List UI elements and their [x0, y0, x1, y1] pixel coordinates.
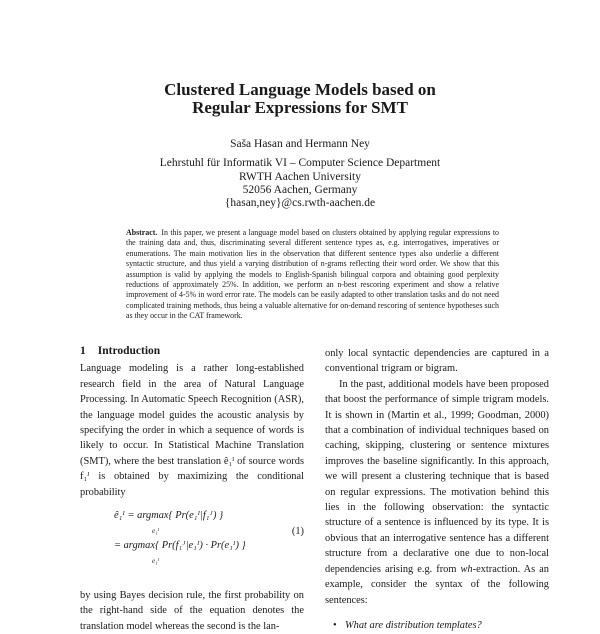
section-heading: [80, 344, 304, 359]
authors: Saša Hasan and Hermann Ney: [230, 138, 370, 150]
right-paragraph-1: only local syntactic dependencies are captured in a conventional trigram or bigram.: [325, 348, 549, 375]
equation-number: (1): [291, 526, 304, 538]
affiliation-address: 52056 Aachen, Germany: [242, 184, 358, 196]
left-column: [80, 344, 304, 634]
paper-title-line-2: Regular Expressions for SMT: [192, 98, 408, 117]
abstract: [126, 228, 499, 322]
equation-line-1: ê₁ᴵ = argmax{ Pr(e₁ᴵ|f₁ᴶ) }: [114, 510, 224, 522]
right-paragraph-2-tail: -extraction. As an example, consider the syntax of the following sentences:: [325, 563, 549, 606]
affiliation-department: Lehrstuhl für Informatik VI – Computer Science Department: [159, 157, 441, 169]
affiliation-email: {hasan,ney}@cs.rwth-aachen.de: [224, 197, 376, 209]
equation-subscript-2: e₁ᴵ: [152, 557, 160, 566]
section-title: Introduction: [97, 345, 161, 357]
right-paragraph-2-text: In the past, additional models have been proposed that boost the performance of simple trigram models. It is shown in (Martin et al., 1999; Goodman, 2000) that a combination of individual techniques based on caching, skipping, clustering or sentence mixtures improves the baseline significantly. In this approach, we will present a clustering technique that is based on regular expressions. The motivation behind this lies in the following observation: the syntactic structure of a sentence is influenced by its type. It is obvious that an interrogative sentence has a different structure from a declarative one due to non-local dependencies arising e.g. from: [325, 378, 549, 575]
equation-1: [80, 506, 304, 584]
right-column: [325, 346, 549, 633]
intro-paragraph-1: Language modeling is a rather long-established research field in the area of Natural Language Processing. In Automatic Speech Recognition (ASR), the language model guides the acoustic analysis by specifying the order in which a sequence of words is likely to occur. In Statistical Machine Translation (SMT), where the best translation ê₁ᴵ of source words f₁ᴶ is obtained by maximizing the conditional probability: [80, 363, 304, 498]
intro-paragraph-2: by using Bayes decision rule, the first probability on the right-hand side of the equation denotes the translation model whereas the second is the lan-: [80, 590, 304, 632]
bullet-icon: •: [333, 619, 337, 631]
example-sentence-1: What are distribution templates?: [345, 619, 482, 631]
abstract-label: Abstract.: [126, 228, 158, 237]
example-list-item: [325, 618, 549, 633]
equation-subscript-1: e₁ᴵ: [152, 527, 160, 536]
section-number: 1: [80, 345, 86, 357]
affiliation-university: RWTH Aachen University: [238, 171, 361, 183]
wh-italic: wh: [460, 563, 473, 575]
right-paragraph-2: [325, 377, 549, 608]
equation-line-2: = argmax{ Pr(f₁ᴶ|e₁ᴵ) · Pr(e₁ᴵ) }: [114, 540, 246, 552]
abstract-text: In this paper, we present a language model based on clusters obtained by applying regular expressions to the training data and, thus, discriminating several different sentence types as, e.g. interrogatives, imperatives or enumerations. The main motivation lies in the observation that different sentence types also underlie a different syntactic structure, and thus yield a varying distribution of n-grams reflecting their word order. We show that this assumption is valid by applying the models to English-Spanish bilingual corpora and obtaining good perplexity reductions of approximately 25%. In addition, we perform an n-best rescoring experiment and show a relative improvement of 4-5% in word error rate. The models can be easily adapted to other translation tasks and do not need complicated training methods, thus being a valuable alternative for on-demand rescoring of sentence hypotheses such as they occur in the CAT framework.: [126, 228, 499, 321]
paper-title-line-1: Clustered Language Models based on: [164, 80, 436, 99]
